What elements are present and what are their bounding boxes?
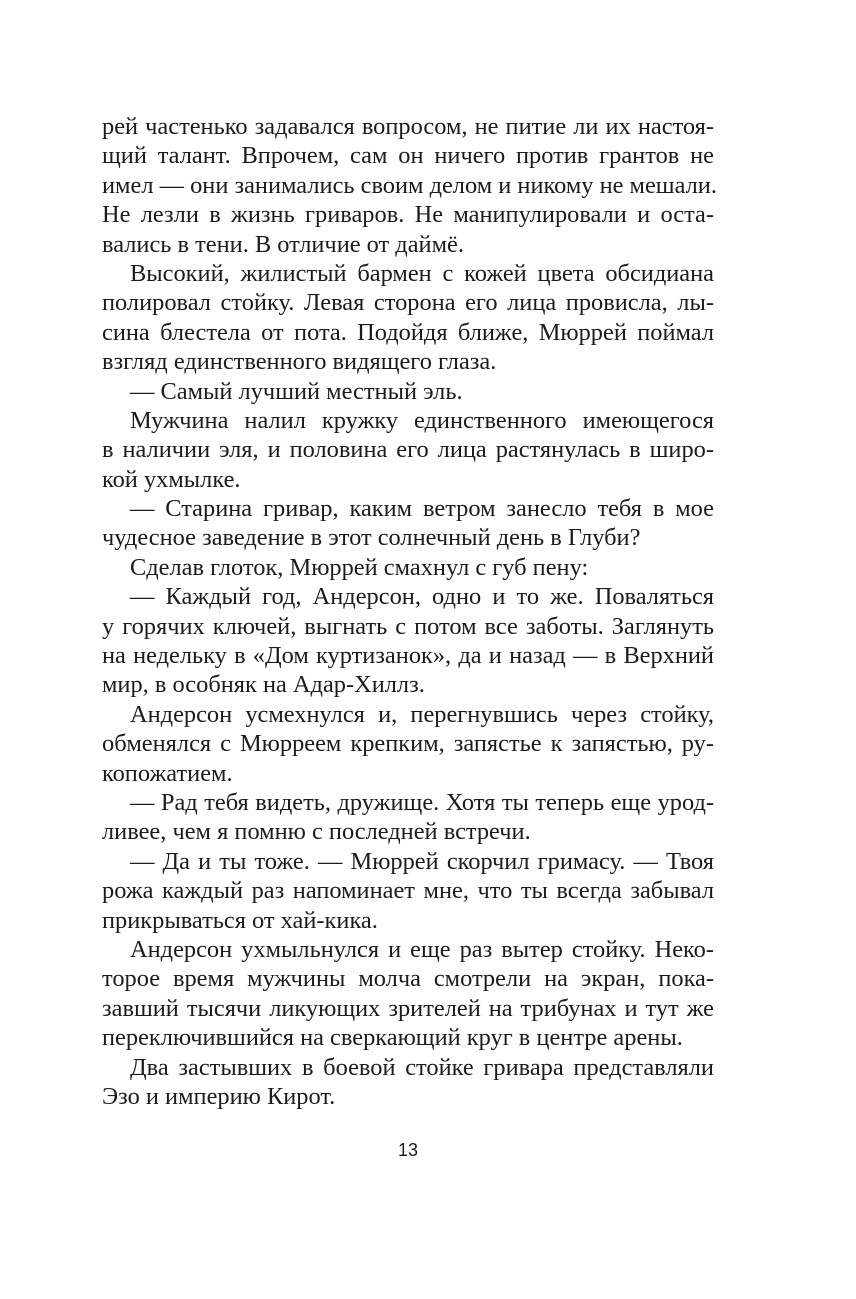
text-line: — Да и ты тоже. — Мюррей скорчил гримасу. — Твоя <box>130 847 714 875</box>
text-line: вались в тени. В отличие от даймё. <box>102 230 464 258</box>
paragraph <box>102 700 714 788</box>
text-line: — Старина гривар, каким ветром занесло тебя в мое <box>130 495 714 523</box>
text-line: прикрываться от хай-кика. <box>102 906 378 934</box>
text-line: в наличии эля, и половина его лица растянулась в широ- <box>102 436 714 464</box>
text-line: — Самый лучший местный эль. <box>130 377 463 405</box>
text-line: кой ухмылке. <box>102 465 241 493</box>
text-line: Мужчина налил кружку единственного имеющегося <box>130 406 714 434</box>
paragraph <box>102 406 714 494</box>
paragraph <box>102 259 714 377</box>
text-line: взгляд единственного видящего глаза. <box>102 348 497 376</box>
paragraph <box>102 377 714 406</box>
text-line: — Каждый год, Андерсон, одно и то же. Поваляться <box>130 583 714 611</box>
paragraph <box>102 553 714 582</box>
paragraph <box>102 494 714 553</box>
body-text <box>102 112 717 1111</box>
text-line: на недельку в «Дом куртизанок», да и назад — в Верхний <box>102 642 714 670</box>
paragraph <box>102 1053 714 1112</box>
text-line: рожа каждый раз напоминает мне, что ты всегда забывал <box>102 877 714 905</box>
text-line: Сделав глоток, Мюррей смахнул с губ пену: <box>130 553 589 581</box>
text-line: сина блестела от пота. Подойдя ближе, Мюррей поймал <box>102 318 714 346</box>
paragraph <box>102 935 714 1053</box>
page-number: 13 <box>397 1140 419 1160</box>
text-line: ливее, чем я помню с последней встречи. <box>102 818 531 846</box>
text-line: Эзо и империю Кирот. <box>102 1082 336 1110</box>
text-line: рей частенько задавался вопросом, не питие ли их настоя- <box>102 113 714 140</box>
text-line: чудесное заведение в этот солнечный день в Глуби? <box>102 524 641 552</box>
paragraph <box>102 112 717 259</box>
paragraph <box>102 582 714 700</box>
text-line: имел — они занимались своим делом и никому не мешали. <box>102 171 717 199</box>
paragraph <box>102 788 714 847</box>
text-line: копожатием. <box>102 759 233 787</box>
text-line: торое время мужчины молча смотрели на экран, пока- <box>102 965 714 993</box>
text-line: Два застывших в боевой стойке гривара представляли <box>130 1053 714 1081</box>
text-line: Андерсон усмехнулся и, перегнувшись через стойку, <box>130 700 714 728</box>
paragraph <box>102 847 714 935</box>
text-line: обменялся с Мюрреем крепким, запястье к запястью, ру- <box>102 730 714 758</box>
text-line: — Рад тебя видеть, дружище. Хотя ты теперь еще урод- <box>130 788 714 816</box>
text-line: у горячих ключей, выгнать с потом все заботы. Заглянуть <box>102 612 714 640</box>
text-line: полировал стойку. Левая сторона его лица провисла, лы- <box>102 289 714 317</box>
text-line: Андерсон ухмыльнулся и еще раз вытер стойку. Неко- <box>130 935 714 963</box>
text-line: Высокий, жилистый бармен с кожей цвета обсидиана <box>130 259 714 287</box>
text-line: завший тысячи ликующих зрителей на трибунах и тут же <box>102 994 714 1022</box>
text-line: переключившийся на сверкающий круг в центре арены. <box>102 1024 683 1052</box>
text-line: щий талант. Впрочем, сам он ничего против грантов не <box>102 142 714 170</box>
text-line: Не лезли в жизнь гриваров. Не манипулировали и оста- <box>102 201 714 229</box>
text-line: мир, в особняк на Адар-Хиллз. <box>102 671 425 699</box>
